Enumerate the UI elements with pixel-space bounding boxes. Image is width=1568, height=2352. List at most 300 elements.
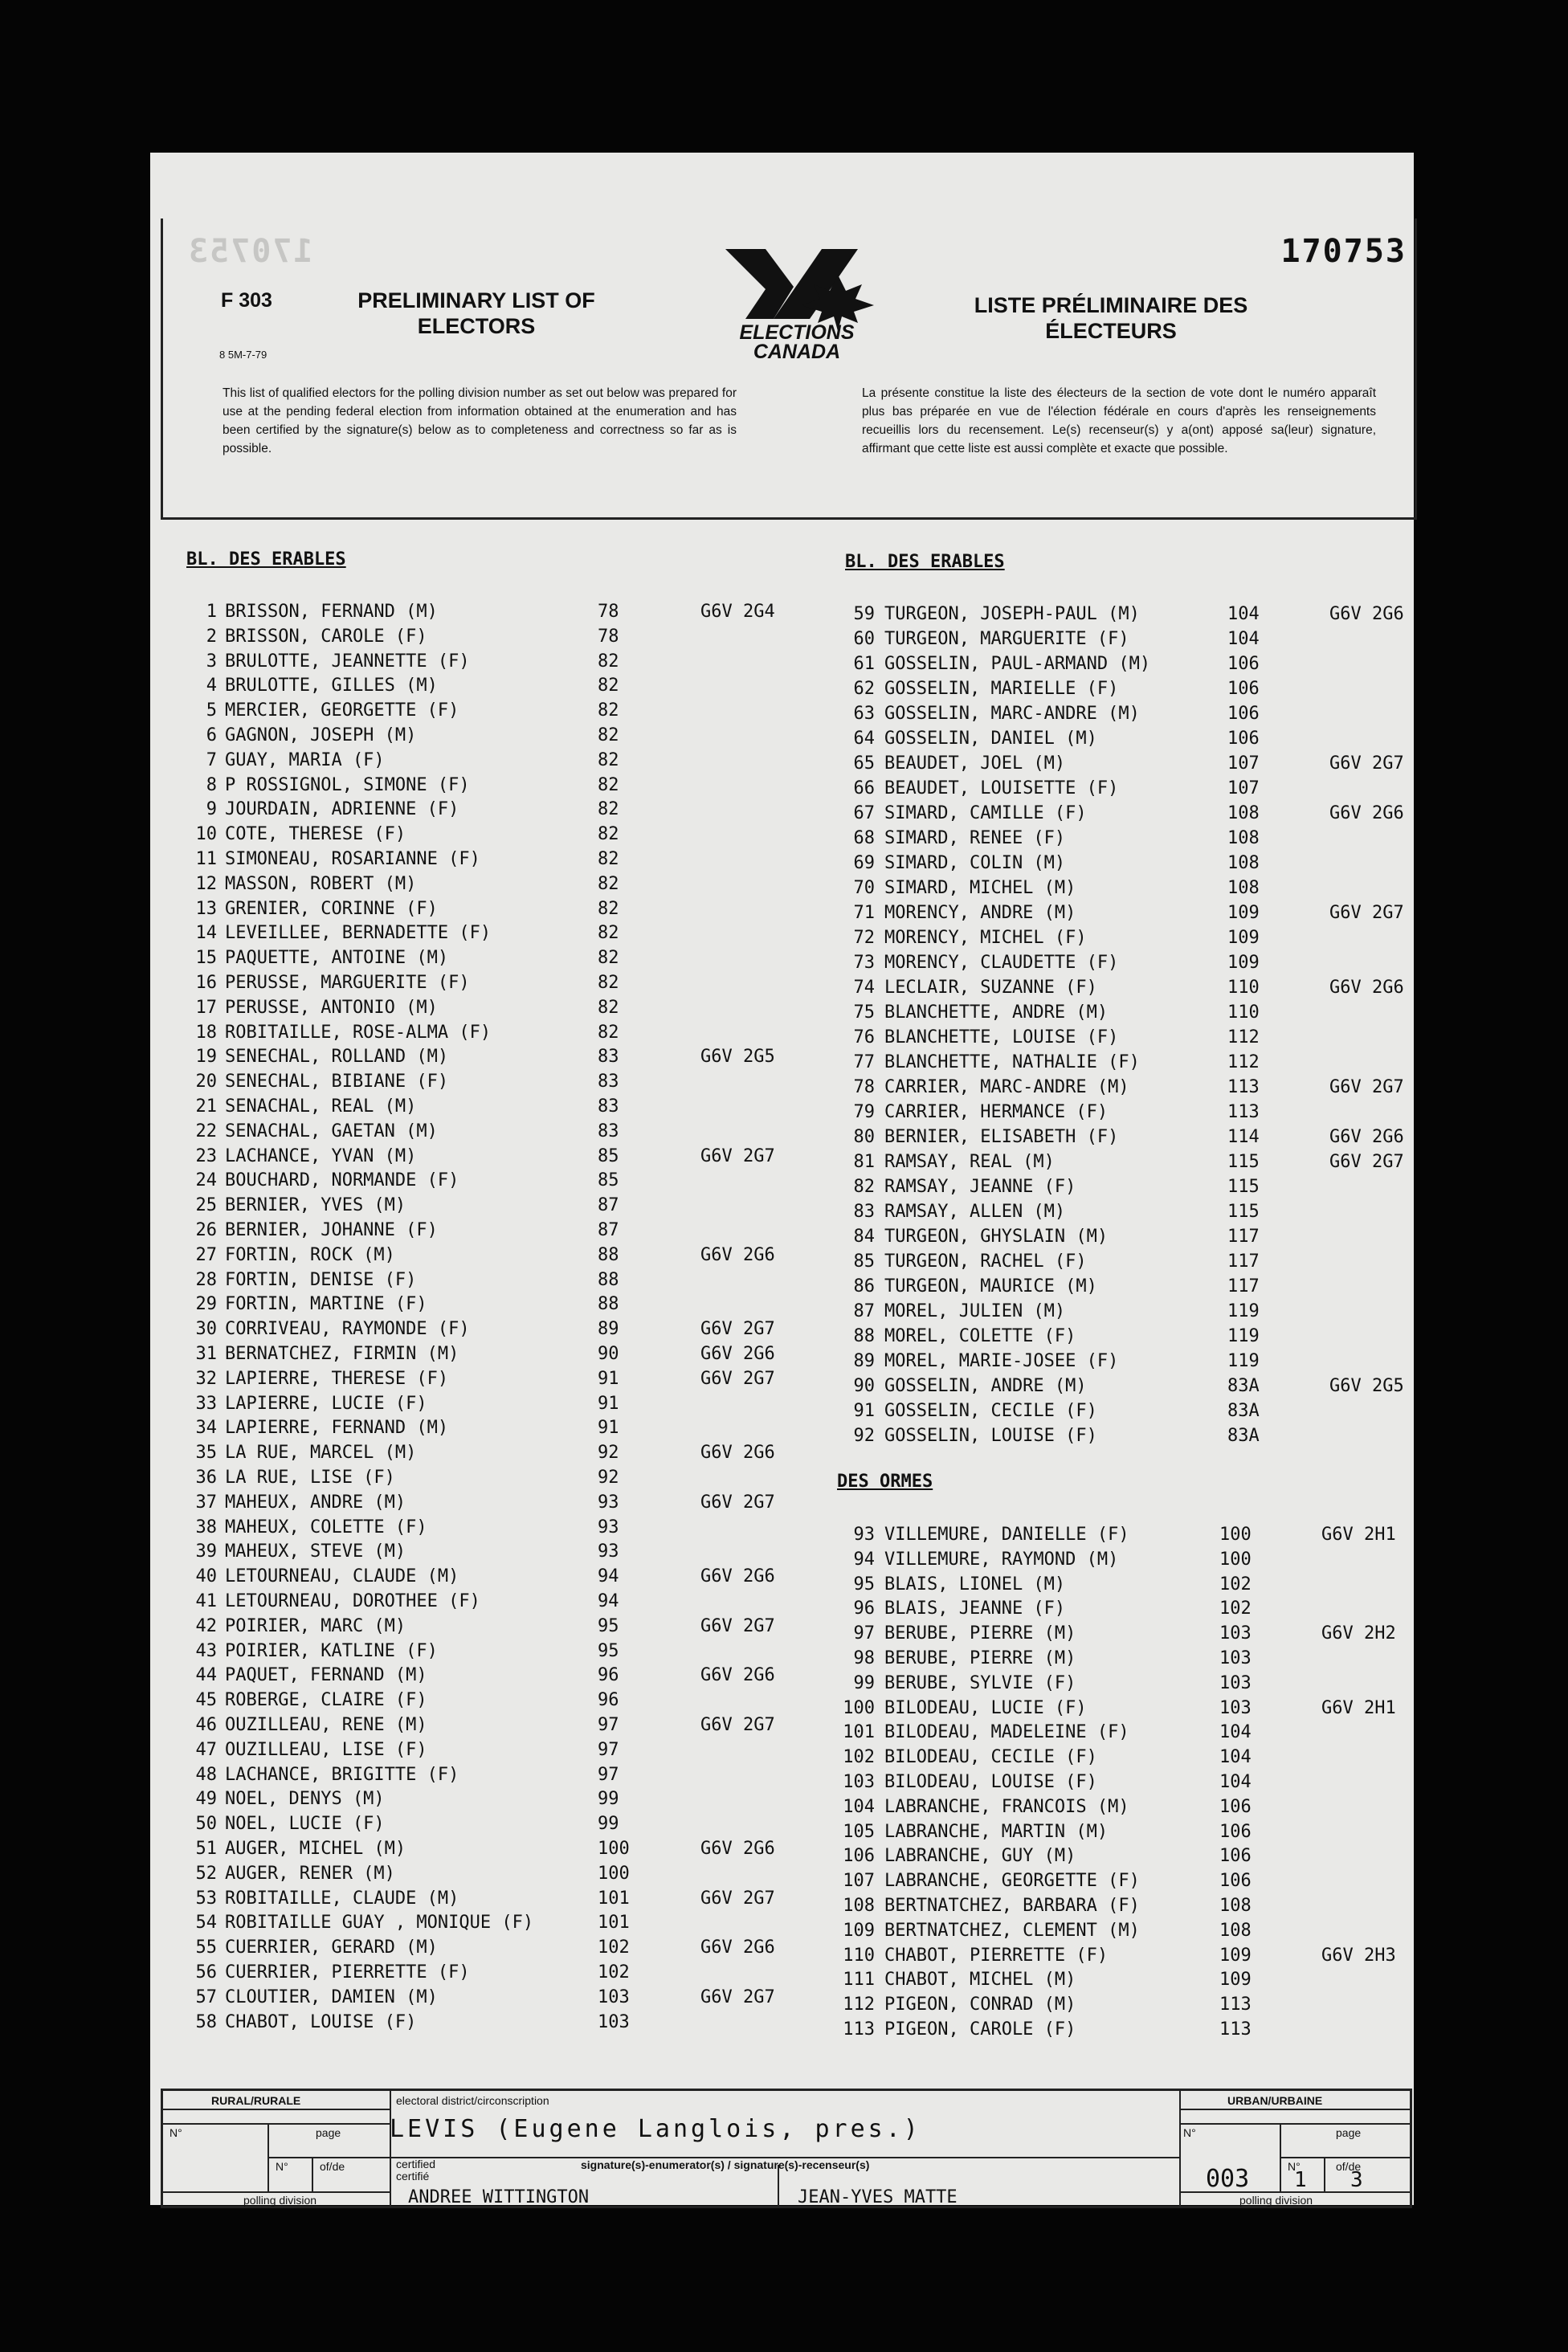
elector-number: 59 [853, 604, 875, 624]
elector-number: 68 [853, 828, 875, 848]
elector-number: 110 [843, 1945, 875, 1966]
elector-address: 78 [598, 602, 619, 622]
elector-address: 103 [1219, 1672, 1252, 1693]
elector-address: 104 [1227, 604, 1260, 624]
elector-number: 33 [195, 1393, 217, 1414]
elector-name: BEAUDET, JOEL (M) [884, 753, 1066, 774]
elector-name: MOREL, COLETTE (F) [884, 1326, 1076, 1346]
elector-address: 94 [598, 1566, 619, 1587]
elector-number: 73 [853, 953, 875, 973]
elector-name: BERTNATCHEZ, CLEMENT (M) [884, 1920, 1140, 1941]
elector-number: 50 [195, 1814, 217, 1835]
elector-name: CHABOT, PIERRETTE (F) [884, 1945, 1109, 1966]
elector-address: 82 [598, 1022, 619, 1043]
elector-name: BILODEAU, LOUISE (F) [884, 1772, 1097, 1792]
elector-number: 101 [843, 1722, 875, 1743]
signature-label: signature(s)-enumerator(s) / signature(s)-recenseur(s) [581, 2158, 870, 2171]
elector-number: 22 [195, 1121, 217, 1141]
elector-number: 69 [853, 853, 875, 873]
elector-name: GUAY, MARIA (F) [225, 749, 385, 770]
elector-number: 40 [195, 1566, 217, 1587]
elector-name: SIMARD, CAMILLE (F) [884, 803, 1087, 823]
elector-number: 42 [195, 1615, 217, 1636]
elector-address: 87 [598, 1195, 619, 1216]
elector-number: 56 [195, 1962, 217, 1982]
elector-postal-code: G6V 2G7 [700, 1987, 775, 2007]
elector-address: 109 [1227, 953, 1260, 973]
elector-name: BILODEAU, MADELEINE (F) [884, 1722, 1129, 1743]
elector-postal-code: G6V 2G6 [700, 1443, 775, 1464]
elector-address: 94 [598, 1591, 619, 1611]
elector-number: 17 [195, 997, 217, 1018]
elector-address: 82 [598, 997, 619, 1018]
elector-name: VILLEMURE, RAYMOND (M) [884, 1549, 1119, 1570]
elector-name: SIMONEAU, ROSARIANNE (F) [225, 849, 480, 869]
elector-number: 82 [853, 1177, 875, 1197]
elector-name: AUGER, RENER (M) [225, 1863, 395, 1884]
elector-name: LACHANCE, YVAN (M) [225, 1145, 417, 1166]
elector-address: 91 [598, 1368, 619, 1389]
elector-name: BRULOTTE, GILLES (M) [225, 676, 438, 696]
elector-name: BERUBE, PIERRE (M) [884, 1648, 1076, 1668]
elector-number: 6 [206, 725, 217, 745]
elector-number: 36 [195, 1468, 217, 1488]
elector-address: 88 [598, 1269, 619, 1290]
elector-name: GAGNON, JOSEPH (M) [225, 725, 417, 745]
elector-postal-code: G6V 2G7 [1329, 1152, 1404, 1172]
elector-name: RAMSAY, ALLEN (M) [884, 1202, 1066, 1222]
elector-number: 11 [195, 849, 217, 869]
elector-name: MORENCY, CLAUDETTE (F) [884, 953, 1119, 973]
elector-number: 23 [195, 1145, 217, 1166]
elector-number: 47 [195, 1739, 217, 1760]
elector-name: SENECHAL, BIBIANE (F) [225, 1072, 449, 1092]
elector-name: LAPIERRE, THERESE (F) [225, 1368, 449, 1389]
elector-postal-code: G6V 2G6 [700, 1566, 775, 1587]
elector-address: 106 [1219, 1821, 1252, 1842]
elector-name: GOSSELIN, MARIELLE (F) [884, 679, 1119, 699]
elector-address: 82 [598, 676, 619, 696]
elector-number: 70 [853, 878, 875, 898]
elector-address: 82 [598, 898, 619, 919]
district-label: electoral district/circonscription [396, 2094, 549, 2107]
elector-address: 102 [598, 1938, 630, 1958]
elector-number: 16 [195, 973, 217, 993]
elector-address: 104 [1227, 629, 1260, 649]
certified-label-fr: certifié [396, 2170, 430, 2183]
elector-name: MAHEUX, ANDRE (M) [225, 1492, 406, 1513]
rural-of-label: of/de [320, 2160, 345, 2173]
elector-name: RAMSAY, REAL (M) [884, 1152, 1055, 1172]
elector-address: 85 [598, 1145, 619, 1166]
elector-postal-code: G6V 2G7 [700, 1492, 775, 1513]
elector-name: CARRIER, HERMANCE (F) [884, 1102, 1109, 1122]
elector-name: BRULOTTE, JEANNETTE (F) [225, 651, 470, 672]
elector-number: 90 [853, 1376, 875, 1396]
elector-address: 112 [1227, 1052, 1260, 1072]
elector-address: 110 [1227, 1002, 1260, 1023]
elector-address: 89 [598, 1319, 619, 1340]
elector-name: LECLAIR, SUZANNE (F) [884, 978, 1097, 998]
elector-postal-code: G6V 2G7 [700, 1888, 775, 1909]
elector-name: CHABOT, MICHEL (M) [884, 1970, 1076, 1991]
intro-english: This list of qualified electors for the polling division number as set out below was prepared for use at the pending federal election from information obtained at the enumeration and has been certified by the signature(s) below as to completeness and correctness so far as is possible. [223, 386, 737, 455]
elector-number: 103 [843, 1772, 875, 1792]
elector-address: 99 [598, 1789, 619, 1810]
elector-name: BOUCHARD, NORMANDE (F) [225, 1170, 459, 1191]
elector-number: 10 [195, 824, 217, 845]
elector-address: 115 [1227, 1177, 1260, 1197]
elector-name: CLOUTIER, DAMIEN (M) [225, 1987, 438, 2007]
elector-address: 82 [598, 948, 619, 969]
elector-name: ROBERGE, CLAIRE (F) [225, 1690, 427, 1711]
elector-name: VILLEMURE, DANIELLE (F) [884, 1525, 1129, 1545]
elector-name: NOEL, LUCIE (F) [225, 1814, 385, 1835]
elector-address: 102 [1219, 1599, 1252, 1619]
elector-name: OUZILLEAU, RENE (M) [225, 1715, 427, 1735]
page-number: 1 [1294, 2168, 1307, 2192]
elector-number: 49 [195, 1789, 217, 1810]
elector-number: 30 [195, 1319, 217, 1340]
electoral-district: LEVIS (Eugene Langlois, pres.) [390, 2115, 921, 2143]
elector-name: MERCIER, GEORGETTE (F) [225, 700, 459, 721]
elector-name: BERNIER, JOHANNE (F) [225, 1220, 438, 1240]
elector-address: 85 [598, 1170, 619, 1191]
elector-name: PAQUETTE, ANTOINE (M) [225, 948, 449, 969]
elector-number: 102 [843, 1747, 875, 1768]
elector-address: 93 [598, 1541, 619, 1562]
elector-address: 109 [1227, 903, 1260, 923]
elector-address: 83 [598, 1121, 619, 1141]
elector-address: 82 [598, 651, 619, 672]
logo-text-elections: ELECTIONS [739, 321, 855, 344]
elector-name: TURGEON, RACHEL (F) [884, 1252, 1087, 1272]
elector-postal-code: G6V 2G7 [700, 1319, 775, 1340]
elector-name: LA RUE, LISE (F) [225, 1468, 395, 1488]
elector-address: 100 [1219, 1549, 1252, 1570]
elector-number: 4 [206, 676, 217, 696]
elector-postal-code: G6V 2G6 [1329, 604, 1404, 624]
elector-name: BRISSON, CAROLE (F) [225, 626, 427, 647]
elector-number: 19 [195, 1047, 217, 1068]
elector-name: FORTIN, MARTINE (F) [225, 1294, 427, 1315]
elector-address: 104 [1219, 1722, 1252, 1743]
elector-number: 97 [853, 1623, 875, 1644]
elector-name: BERUBE, PIERRE (M) [884, 1623, 1076, 1644]
elector-number: 20 [195, 1072, 217, 1092]
urban-page-no-label: N° [1288, 2160, 1301, 2173]
elector-address: 117 [1227, 1227, 1260, 1247]
elector-number: 105 [843, 1821, 875, 1842]
elector-postal-code: G6V 2H1 [1321, 1697, 1396, 1718]
elector-address: 97 [598, 1715, 619, 1735]
elector-name: TURGEON, JOSEPH-PAUL (M) [884, 604, 1140, 624]
elector-address: 82 [598, 799, 619, 820]
elector-name: CHABOT, LOUISE (F) [225, 2011, 417, 2032]
elector-address: 82 [598, 973, 619, 993]
serial-bleedthrough: 170753 [187, 233, 313, 270]
elector-address: 106 [1227, 729, 1260, 749]
elector-name: BERNATCHEZ, FIRMIN (M) [225, 1344, 459, 1364]
elector-number: 96 [853, 1599, 875, 1619]
elector-address: 109 [1219, 1970, 1252, 1991]
elector-address: 101 [598, 1913, 630, 1933]
elector-address: 109 [1227, 928, 1260, 948]
elector-number: 109 [843, 1920, 875, 1941]
elector-number: 78 [853, 1077, 875, 1097]
elector-address: 83A [1227, 1401, 1260, 1421]
elector-address: 92 [598, 1468, 619, 1488]
elector-name: RAMSAY, JEANNE (F) [884, 1177, 1076, 1197]
elector-name: SENACHAL, GAETAN (M) [225, 1121, 438, 1141]
elector-name: PAQUET, FERNAND (M) [225, 1665, 427, 1686]
elector-name: LAPIERRE, FERNAND (M) [225, 1418, 449, 1439]
elector-address: 97 [598, 1739, 619, 1760]
elector-postal-code: G6V 2H3 [1321, 1945, 1396, 1966]
section-heading-left: BL. DES ERABLES [186, 549, 346, 570]
certified-label [396, 2158, 435, 2183]
elector-address: 103 [1219, 1648, 1252, 1668]
elector-address: 115 [1227, 1202, 1260, 1222]
elector-number: 28 [195, 1269, 217, 1290]
elector-number: 13 [195, 898, 217, 919]
elector-number: 92 [853, 1426, 875, 1446]
elector-address: 82 [598, 849, 619, 869]
elector-name: CUERRIER, GERARD (M) [225, 1938, 438, 1958]
elector-number: 113 [843, 2019, 875, 2040]
elector-address: 107 [1227, 753, 1260, 774]
urban-no-label: N° [1183, 2126, 1196, 2139]
elector-number: 71 [853, 903, 875, 923]
elector-postal-code: G6V 2G7 [700, 1145, 775, 1166]
elector-name: BRISSON, FERNAND (M) [225, 602, 438, 622]
rural-label: RURAL/RURALE [211, 2094, 301, 2107]
elector-number: 88 [853, 1326, 875, 1346]
elector-name: BILODEAU, CECILE (F) [884, 1747, 1097, 1768]
elector-number: 81 [853, 1152, 875, 1172]
elector-address: 103 [598, 1987, 630, 2007]
elector-postal-code: G6V 2G6 [700, 1938, 775, 1958]
enumerator-signature-2: JEAN-YVES MATTE [798, 2187, 958, 2207]
elector-number: 24 [195, 1170, 217, 1191]
elector-number: 76 [853, 1027, 875, 1047]
elector-name: GOSSELIN, CECILE (F) [884, 1401, 1097, 1421]
elector-number: 62 [853, 679, 875, 699]
elector-address: 117 [1227, 1276, 1260, 1296]
elector-number: 39 [195, 1541, 217, 1562]
elector-name: BILODEAU, LUCIE (F) [884, 1697, 1087, 1718]
elector-number: 63 [853, 704, 875, 724]
elector-name: BLAIS, LIONEL (M) [884, 1574, 1066, 1595]
elector-number: 31 [195, 1344, 217, 1364]
elector-name: PIGEON, CAROLE (F) [884, 2019, 1076, 2040]
elector-number: 14 [195, 923, 217, 944]
elector-address: 113 [1219, 2019, 1252, 2040]
elector-number: 44 [195, 1665, 217, 1686]
elector-name: NOEL, DENYS (M) [225, 1789, 385, 1810]
elector-address: 106 [1219, 1871, 1252, 1892]
elector-address: 83 [598, 1072, 619, 1092]
form-date: 8 5M-7-79 [219, 349, 267, 361]
elector-name: BLANCHETTE, ANDRE (M) [884, 1002, 1109, 1023]
elector-number: 54 [195, 1913, 217, 1933]
elector-postal-code: G6V 2G6 [700, 1244, 775, 1265]
elector-name: GOSSELIN, ANDRE (M) [884, 1376, 1087, 1396]
elector-name: ROBITAILLE, ROSE-ALMA (F) [225, 1022, 492, 1043]
elector-number: 87 [853, 1301, 875, 1321]
elector-name: LEVEILLEE, BERNADETTE (F) [225, 923, 492, 944]
elector-address: 119 [1227, 1326, 1260, 1346]
elector-postal-code: G6V 2G7 [1329, 903, 1404, 923]
rural-polling-label: polling division [243, 2194, 317, 2207]
elector-address: 110 [1227, 978, 1260, 998]
elector-name: BLANCHETTE, NATHALIE (F) [884, 1052, 1140, 1072]
elector-number: 80 [853, 1127, 875, 1147]
elector-name: PIGEON, CONRAD (M) [884, 1995, 1076, 2015]
elector-address: 108 [1219, 1920, 1252, 1941]
elector-number: 93 [853, 1525, 875, 1545]
elector-number: 61 [853, 654, 875, 674]
elector-number: 48 [195, 1764, 217, 1785]
elector-number: 104 [843, 1796, 875, 1817]
elector-name: SENACHAL, REAL (M) [225, 1096, 417, 1117]
elector-name: LETOURNEAU, CLAUDE (M) [225, 1566, 459, 1587]
page-total: 3 [1350, 2168, 1363, 2192]
elector-number: 58 [195, 2011, 217, 2032]
elector-number: 38 [195, 1517, 217, 1537]
section-heading-right: BL. DES ERABLES [845, 552, 1005, 572]
elector-number: 83 [853, 1202, 875, 1222]
elector-number: 43 [195, 1640, 217, 1661]
form-header [161, 218, 1417, 520]
elector-number: 85 [853, 1252, 875, 1272]
elector-name: PERUSSE, ANTONIO (M) [225, 997, 438, 1018]
elector-address: 117 [1227, 1252, 1260, 1272]
elector-name: LABRANCHE, MARTIN (M) [884, 1821, 1109, 1842]
elector-name: FORTIN, ROCK (M) [225, 1244, 395, 1265]
elector-name: MAHEUX, COLETTE (F) [225, 1517, 427, 1537]
elector-address: 82 [598, 923, 619, 944]
elector-postal-code: G6V 2G6 [1329, 978, 1404, 998]
elector-address: 93 [598, 1517, 619, 1537]
elector-name: POIRIER, MARC (M) [225, 1615, 406, 1636]
elector-address: 104 [1219, 1747, 1252, 1768]
elector-postal-code: G6V 2G7 [700, 1715, 775, 1735]
elector-address: 82 [598, 824, 619, 845]
elector-name: GRENIER, CORINNE (F) [225, 898, 438, 919]
elector-address: 103 [1219, 1623, 1252, 1644]
title-english: PRELIMINARY LIST OF ELECTORS [357, 288, 595, 338]
elector-number: 106 [843, 1846, 875, 1867]
elector-number: 98 [853, 1648, 875, 1668]
elector-postal-code: G6V 2G7 [700, 1368, 775, 1389]
elector-postal-code: G6V 2G6 [1329, 803, 1404, 823]
logo-wordmark [713, 323, 881, 361]
elector-name: CORRIVEAU, RAYMONDE (F) [225, 1319, 470, 1340]
elector-address: 87 [598, 1220, 619, 1240]
elector-postal-code: G6V 2G5 [700, 1047, 775, 1068]
elector-number: 94 [853, 1549, 875, 1570]
urban-label: URBAN/URBAINE [1227, 2094, 1323, 2107]
elector-name: LABRANCHE, GEORGETTE (F) [884, 1871, 1140, 1892]
elector-name: LAPIERRE, LUCIE (F) [225, 1393, 427, 1414]
elector-address: 78 [598, 626, 619, 647]
elector-name: MOREL, JULIEN (M) [884, 1301, 1066, 1321]
elector-name: BERNIER, YVES (M) [225, 1195, 406, 1216]
elector-number: 86 [853, 1276, 875, 1296]
elector-address: 106 [1227, 704, 1260, 724]
elector-number: 35 [195, 1443, 217, 1464]
serial-number: 170753 [1280, 233, 1407, 270]
elector-name: LABRANCHE, GUY (M) [884, 1846, 1076, 1867]
elector-address: 100 [598, 1863, 630, 1884]
elector-name: MORENCY, MICHEL (F) [884, 928, 1087, 948]
elector-address: 113 [1227, 1077, 1260, 1097]
elector-address: 100 [1219, 1525, 1252, 1545]
elector-name: BERUBE, SYLVIE (F) [884, 1672, 1076, 1693]
elector-address: 95 [598, 1615, 619, 1636]
elector-number: 108 [843, 1896, 875, 1916]
elector-name: GOSSELIN, MARC-ANDRE (M) [884, 704, 1140, 724]
elector-address: 114 [1227, 1127, 1260, 1147]
elector-postal-code: G6V 2H1 [1321, 1525, 1396, 1545]
elector-address: 106 [1219, 1846, 1252, 1867]
elector-address: 82 [598, 700, 619, 721]
elector-address: 88 [598, 1294, 619, 1315]
form-footer [161, 2089, 1412, 2208]
elector-address: 106 [1227, 679, 1260, 699]
elector-address: 99 [598, 1814, 619, 1835]
elector-name: BEAUDET, LOUISETTE (F) [884, 778, 1119, 798]
enumerator-signature-1: ANDREE WITTINGTON [408, 2187, 590, 2207]
elector-address: 82 [598, 749, 619, 770]
elector-address: 102 [598, 1962, 630, 1982]
elector-name: GOSSELIN, DANIEL (M) [884, 729, 1097, 749]
elector-number: 84 [853, 1227, 875, 1247]
elector-address: 106 [1227, 654, 1260, 674]
elector-name: TURGEON, MAURICE (M) [884, 1276, 1097, 1296]
elector-address: 108 [1227, 878, 1260, 898]
elector-address: 108 [1227, 828, 1260, 848]
elector-address: 108 [1227, 803, 1260, 823]
elector-name: TURGEON, GHYSLAIN (M) [884, 1227, 1109, 1247]
elector-address: 104 [1219, 1772, 1252, 1792]
elector-number: 60 [853, 629, 875, 649]
elector-address: 101 [598, 1888, 630, 1909]
elector-address: 100 [598, 1839, 630, 1859]
elector-postal-code: G6V 2G6 [700, 1344, 775, 1364]
elector-address: 103 [1219, 1697, 1252, 1718]
elector-address: 90 [598, 1344, 619, 1364]
elector-number: 3 [206, 651, 217, 672]
title-french: LISTE PRÉLIMINAIRE DES ÉLECTEURS [974, 293, 1248, 343]
elector-name: LETOURNEAU, DOROTHEE (F) [225, 1591, 480, 1611]
elector-address: 91 [598, 1393, 619, 1414]
elector-address: 102 [1219, 1574, 1252, 1595]
elector-name: TURGEON, MARGUERITE (F) [884, 629, 1129, 649]
elector-address: 96 [598, 1690, 619, 1711]
elector-name: SIMARD, COLIN (M) [884, 853, 1066, 873]
elector-number: 27 [195, 1244, 217, 1265]
elector-address: 88 [598, 1244, 619, 1265]
elector-postal-code: G6V 2G7 [1329, 1077, 1404, 1097]
elector-number: 66 [853, 778, 875, 798]
elector-number: 53 [195, 1888, 217, 1909]
elector-name: AUGER, MICHEL (M) [225, 1839, 406, 1859]
elector-address: 83A [1227, 1426, 1260, 1446]
elector-address: 113 [1227, 1102, 1260, 1122]
elector-name: PERUSSE, MARGUERITE (F) [225, 973, 470, 993]
